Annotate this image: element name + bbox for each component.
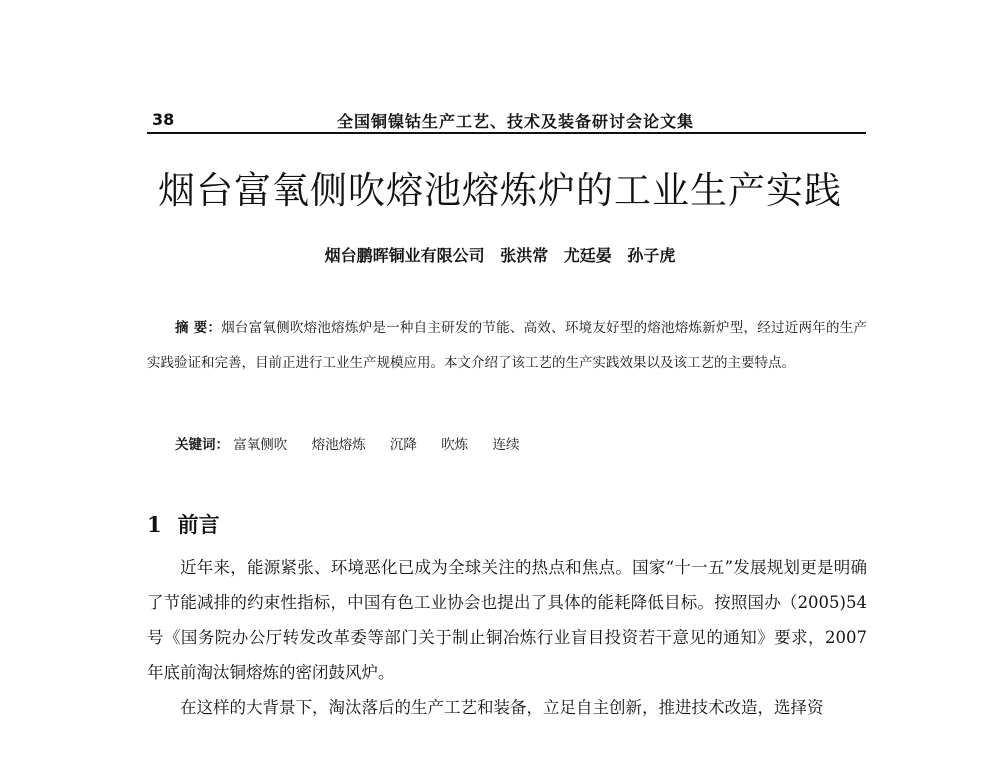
keyword: 富氧侧吹 [233, 437, 288, 453]
body-text [147, 550, 867, 725]
abstract [147, 311, 867, 381]
section-title: 前言 [177, 512, 220, 537]
abstract-label: 摘 要： [175, 320, 222, 336]
paper-title: 烟台富氧侧吹熔池熔炼炉的工业生产实践 [158, 169, 842, 212]
section-number: 1 [147, 512, 162, 537]
abstract-text: 烟台富氧侧吹熔池熔炼炉是一种自主研发的节能、高效、环境友好型的熔池熔炼新炉型，经过近两年的生产实践验证和完善，目前正进行工业生产规模应用。本文介绍了该工艺的生产实践效果以及该工艺的主要特点。 [147, 320, 867, 371]
keyword: 连续 [492, 437, 520, 453]
keyword: 熔池熔炼 [311, 437, 366, 453]
page-number: 38 [152, 110, 175, 129]
header-rule [147, 132, 866, 134]
keyword: 沉降 [389, 437, 417, 453]
keyword: 吹炼 [441, 437, 469, 453]
keywords [175, 433, 539, 453]
keywords-label: 关键词： [175, 437, 229, 453]
running-header: 全国铜镍钴生产工艺、技术及装备研讨会论文集 [337, 112, 695, 131]
body-paragraph: 在这样的大背景下，淘汰落后的生产工艺和装备，立足自主创新，推进技术改造，选择资 [180, 698, 824, 717]
affiliation-authors: 烟台鹏晖铜业有限公司 张洪常 尤廷晏 孙子虎 [324, 246, 676, 265]
body-paragraph: 近年来，能源紧张、环境恶化已成为全球关注的热点和焦点。国家“十一五”发展规划更是明确了节能减排的约束性指标，中国有色工业协会也提出了具体的能耗降低目标。按照国办（2005)54 号《国务院办公厅转发改革委等部门关于制止铜冶炼行业盲目投资若干意见的通知》要求，2007 年底前淘汰铜熔炼的密闭鼓风炉。 [147, 558, 867, 682]
section-heading [147, 509, 220, 539]
